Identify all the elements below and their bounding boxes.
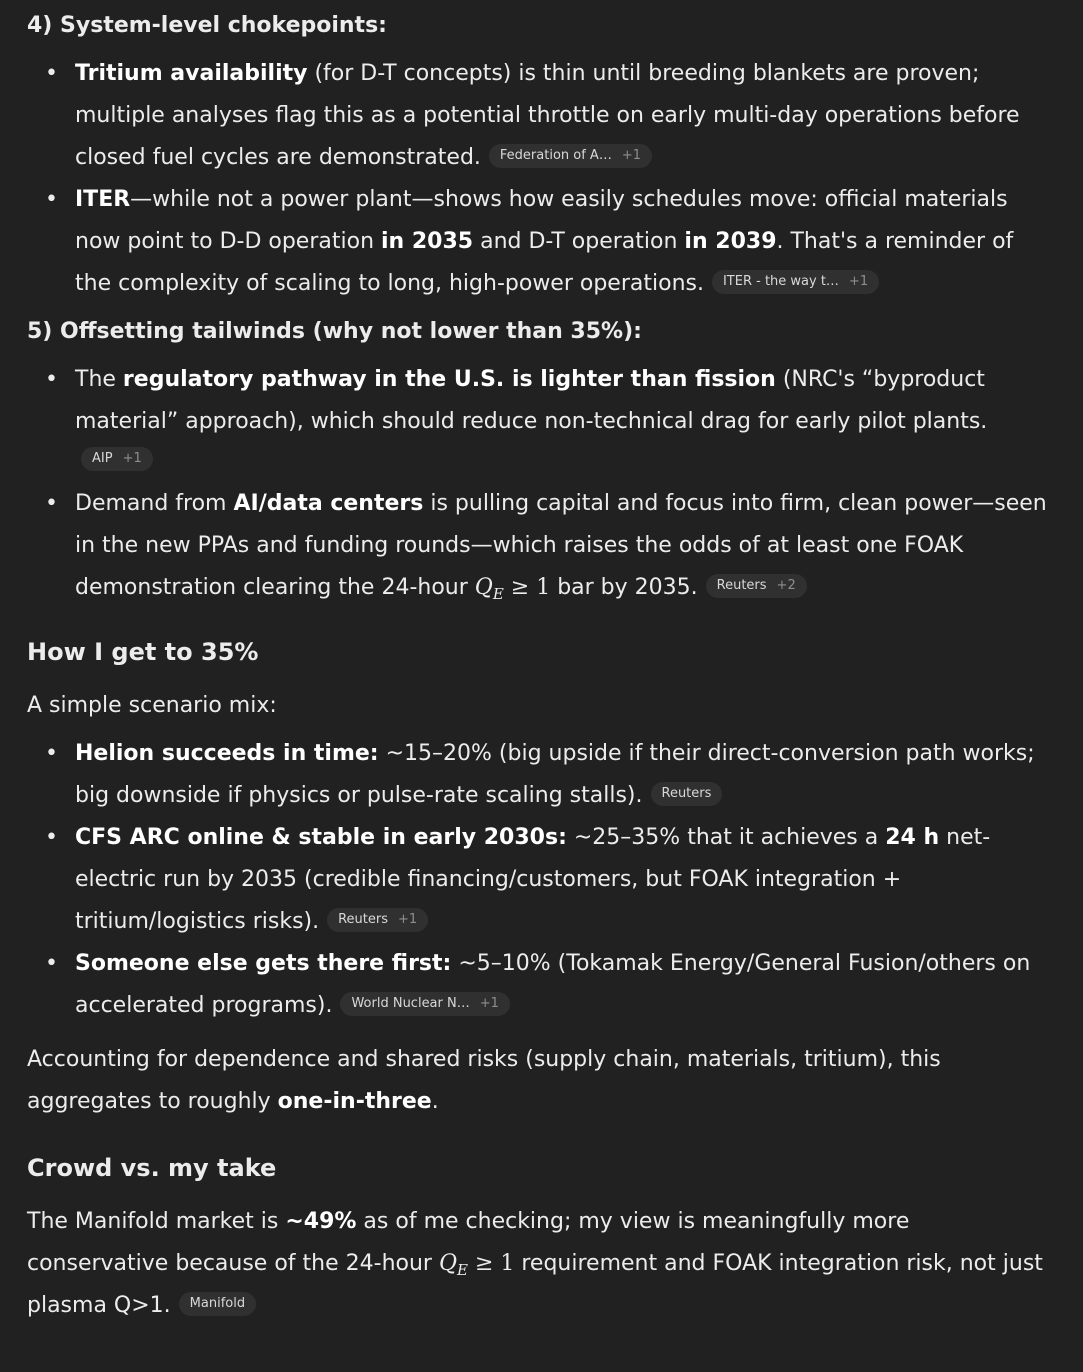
chokepoints-list — [27, 53, 1056, 305]
section-heading-how: How I get to 35% — [27, 638, 259, 666]
list-item: • Demand from AI/data centers is pulling capital and focus into firm, clean power—seen in the new PPAs and funding rounds—which raises the odds of at least one FOAK demonstration clearing the 24-hour $Q_E \ge 1$ bar by 2035. Reuters +2 — [75, 483, 1056, 609]
list-item: • Tritium availability (for D-T concepts) is thin until breeding blankets are proven; multiple analyses flag this as a potential throttle on early multi-day operations before closed fuel cycles are demonstrated. Federation of A… +1 — [75, 53, 1056, 179]
citation-chip[interactable]: Manifold — [179, 1292, 256, 1316]
citation-chip[interactable]: ITER - the way t… +1 — [712, 270, 879, 294]
list-item: • The regulatory pathway in the U.S. is lighter than fission (NRC's “byproduct material” approach), which should reduce non-technical drag for early pilot plants. AIP +1 — [75, 359, 1056, 473]
section-heading-crowd: Crowd vs. my take — [27, 1154, 277, 1182]
math-expression: $Q_E \ge 1$ — [474, 575, 551, 603]
scenario-intro: A simple scenario mix: — [27, 693, 277, 718]
citation-chip[interactable]: Reuters +1 — [327, 908, 428, 932]
citation-chip[interactable]: Reuters — [651, 782, 723, 806]
citation-chip[interactable]: AIP +1 — [81, 447, 153, 471]
list-item: • CFS ARC online & stable in early 2030s: ~25–35% that it achieves a 24 h net-electric run by 2035 (credible financing/customers, but FOAK integration + tritium/logistics risks). Reuters +1 — [75, 817, 1056, 943]
crowd-paragraph: The Manifold market is ~49% as of me checking; my view is meaningfully more conservative because of the 24-hour $Q_E \ge 1$ requirement and FOAK integration risk, not just plasma Q>1. Manifold — [27, 1209, 1043, 1318]
list-item: • ITER—while not a power plant—shows how easily schedules move: official materials now point to D-D operation in 2035 and D-T operation in 2039. That's a reminder of the complexity of scaling to long, high-power operations. ITER - the way t… +1 — [75, 179, 1056, 305]
section-heading-tailwinds: 5) Offsetting tailwinds (why not lower than 35%): — [27, 319, 642, 344]
list-item: • Someone else gets there first: ~5–10% (Tokamak Energy/General Fusion/others on accelerated programs). World Nuclear N… +1 — [75, 943, 1056, 1027]
scenario-summary: Accounting for dependence and shared risks (supply chain, materials, tritium), this aggregates to roughly one-in-three. — [27, 1047, 941, 1114]
scenario-list — [27, 733, 1056, 1027]
citation-chip[interactable]: World Nuclear N… +1 — [340, 992, 509, 1016]
citation-chip[interactable]: Federation of A… +1 — [489, 144, 652, 168]
section-heading-chokepoints: 4) System-level chokepoints: — [27, 13, 387, 38]
citation-chip[interactable]: Reuters +2 — [706, 574, 807, 598]
math-expression: $Q_E \ge 1$ — [438, 1251, 515, 1279]
list-item: • Helion succeeds in time: ~15–20% (big upside if their direct-conversion path works; big downside if physics or pulse-rate scaling stalls). Reuters — [75, 733, 1056, 817]
tailwinds-list — [27, 359, 1056, 609]
